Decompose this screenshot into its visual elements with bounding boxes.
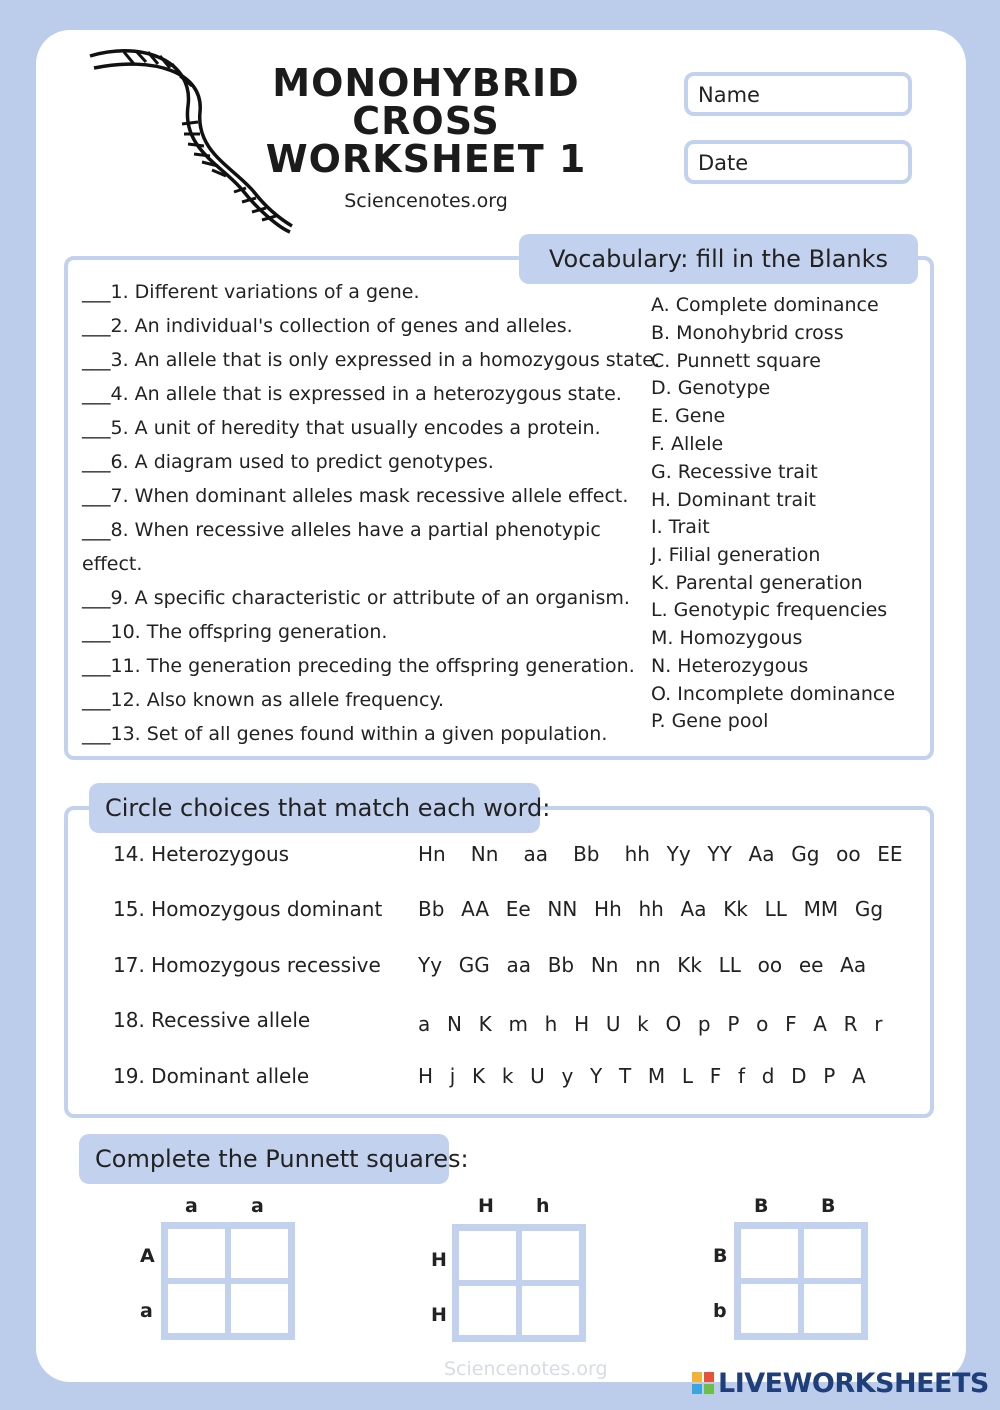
circle-row-choices[interactable]: Yy GG aa Bb Nn nn Kk LL oo ee Aa xyxy=(418,953,867,977)
circle-row-choices[interactable]: H j K k U y Y T M L F f d D P A xyxy=(418,1064,866,1088)
vocab-option: B. Monohybrid cross xyxy=(651,322,844,344)
vocab-option: N. Heterozygous xyxy=(651,655,809,677)
punnett-top-allele: h xyxy=(536,1195,550,1217)
punnett-square xyxy=(161,1222,295,1340)
punnett-cell[interactable] xyxy=(519,1228,582,1283)
vocab-question: ___5. A unit of heredity that usually encodes a protein. xyxy=(82,417,601,439)
circle-row-label: 17. Homozygous recessive xyxy=(113,953,381,977)
punnett-side-allele: B xyxy=(713,1245,728,1267)
punnett-cell[interactable] xyxy=(801,1281,864,1336)
vocab-option: G. Recessive trait xyxy=(651,461,818,483)
vocab-question: ___6. A diagram used to predict genotypes. xyxy=(82,451,494,473)
circle-row-choices[interactable]: Bb AA Ee NN Hh hh Aa Kk LL MM Gg xyxy=(418,897,884,921)
vocab-option: C. Punnett square xyxy=(651,350,821,372)
punnett-side-allele: b xyxy=(713,1300,727,1322)
title-line: WORKSHEET 1 xyxy=(265,137,587,181)
punnett-cell[interactable] xyxy=(165,1226,228,1281)
vocab-option: M. Homozygous xyxy=(651,627,803,649)
punnett-top-allele: H xyxy=(478,1195,494,1217)
vocab-option: J. Filial generation xyxy=(651,544,821,566)
vocab-question: ___7. When dominant alleles mask recessive allele effect. xyxy=(82,485,629,507)
liveworksheets-brand[interactable]: LIVEWORKSHEETS xyxy=(718,1368,989,1399)
vocab-question: ___11. The generation preceding the offspring generation. xyxy=(82,655,635,677)
vocab-question: ___9. A specific characteristic or attribute of an organism. xyxy=(82,587,630,609)
vocab-question: ___12. Also known as allele frequency. xyxy=(82,689,444,711)
punnett-side-allele: H xyxy=(431,1304,447,1326)
punnett-side-allele: a xyxy=(140,1300,153,1322)
vocab-option: H. Dominant trait xyxy=(651,489,816,511)
vocab-option: D. Genotype xyxy=(651,377,771,399)
worksheet-title xyxy=(256,61,596,181)
vocab-question: ___2. An individual's collection of genes and alleles. xyxy=(82,315,573,337)
circle-row-choices[interactable]: a N K m h H U k O p P o F A R r xyxy=(418,1012,883,1036)
vocab-option: F. Allele xyxy=(651,433,724,455)
watermark-text: Sciencenotes.org xyxy=(444,1358,608,1380)
punnett-cell[interactable] xyxy=(228,1281,291,1336)
vocab-question: ___3. An allele that is only expressed in a homozygous state. xyxy=(82,349,660,371)
circle-row-label: 15. Homozygous dominant xyxy=(113,897,383,921)
punnett-top-allele: a xyxy=(251,1195,264,1217)
vocab-option: O. Incomplete dominance xyxy=(651,683,896,705)
punnett-cell[interactable] xyxy=(519,1283,582,1338)
punnett-top-allele: a xyxy=(185,1195,198,1217)
punnett-side-allele: H xyxy=(431,1249,447,1271)
circle-row-choices[interactable]: Hn Nn aa Bb hh Yy YY Aa Gg oo EE xyxy=(418,842,903,866)
vocab-option: I. Trait xyxy=(651,516,710,538)
circle-row-label: 19. Dominant allele xyxy=(113,1064,310,1088)
punnett-cell[interactable] xyxy=(738,1281,801,1336)
punnett-cell[interactable] xyxy=(165,1281,228,1336)
circle-choices-heading: Circle choices that match each word: xyxy=(89,783,540,833)
punnett-side-allele: A xyxy=(140,1245,155,1267)
punnett-square xyxy=(452,1224,586,1342)
punnett-cell[interactable] xyxy=(456,1228,519,1283)
punnett-top-allele: B xyxy=(754,1195,769,1217)
punnett-heading: Complete the Punnett squares: xyxy=(79,1134,449,1184)
punnett-square xyxy=(734,1222,868,1340)
vocab-option: K. Parental generation xyxy=(651,572,863,594)
vocab-question: ___10. The offspring generation. xyxy=(82,621,388,643)
name-field[interactable]: Name xyxy=(684,72,912,116)
title-line: CROSS xyxy=(352,99,500,143)
vocab-option: L. Genotypic frequencies xyxy=(651,599,888,621)
vocab-question: ___13. Set of all genes found within a given population. xyxy=(82,723,608,745)
vocab-option: E. Gene xyxy=(651,405,726,427)
vocab-question-continued: effect. xyxy=(82,553,143,575)
vocab-option: P. Gene pool xyxy=(651,710,769,732)
circle-row-label: 14. Heterozygous xyxy=(113,842,290,866)
punnett-cell[interactable] xyxy=(228,1226,291,1281)
site-credit: Sciencenotes.org xyxy=(344,190,508,212)
vocab-question: ___1. Different variations of a gene. xyxy=(82,281,420,303)
date-field[interactable]: Date xyxy=(684,140,912,184)
punnett-cell[interactable] xyxy=(456,1283,519,1338)
vocab-question: ___8. When recessive alleles have a partial phenotypic xyxy=(82,519,601,541)
punnett-top-allele: B xyxy=(821,1195,836,1217)
circle-row-label: 18. Recessive allele xyxy=(113,1008,311,1032)
liveworksheets-logo-icon xyxy=(692,1372,714,1394)
punnett-cell[interactable] xyxy=(801,1226,864,1281)
vocabulary-heading: Vocabulary: fill in the Blanks xyxy=(519,234,918,284)
vocab-option: A. Complete dominance xyxy=(651,294,879,316)
vocab-question: ___4. An allele that is expressed in a heterozygous state. xyxy=(82,383,622,405)
punnett-cell[interactable] xyxy=(738,1226,801,1281)
title-line: MONOHYBRID xyxy=(272,61,580,105)
